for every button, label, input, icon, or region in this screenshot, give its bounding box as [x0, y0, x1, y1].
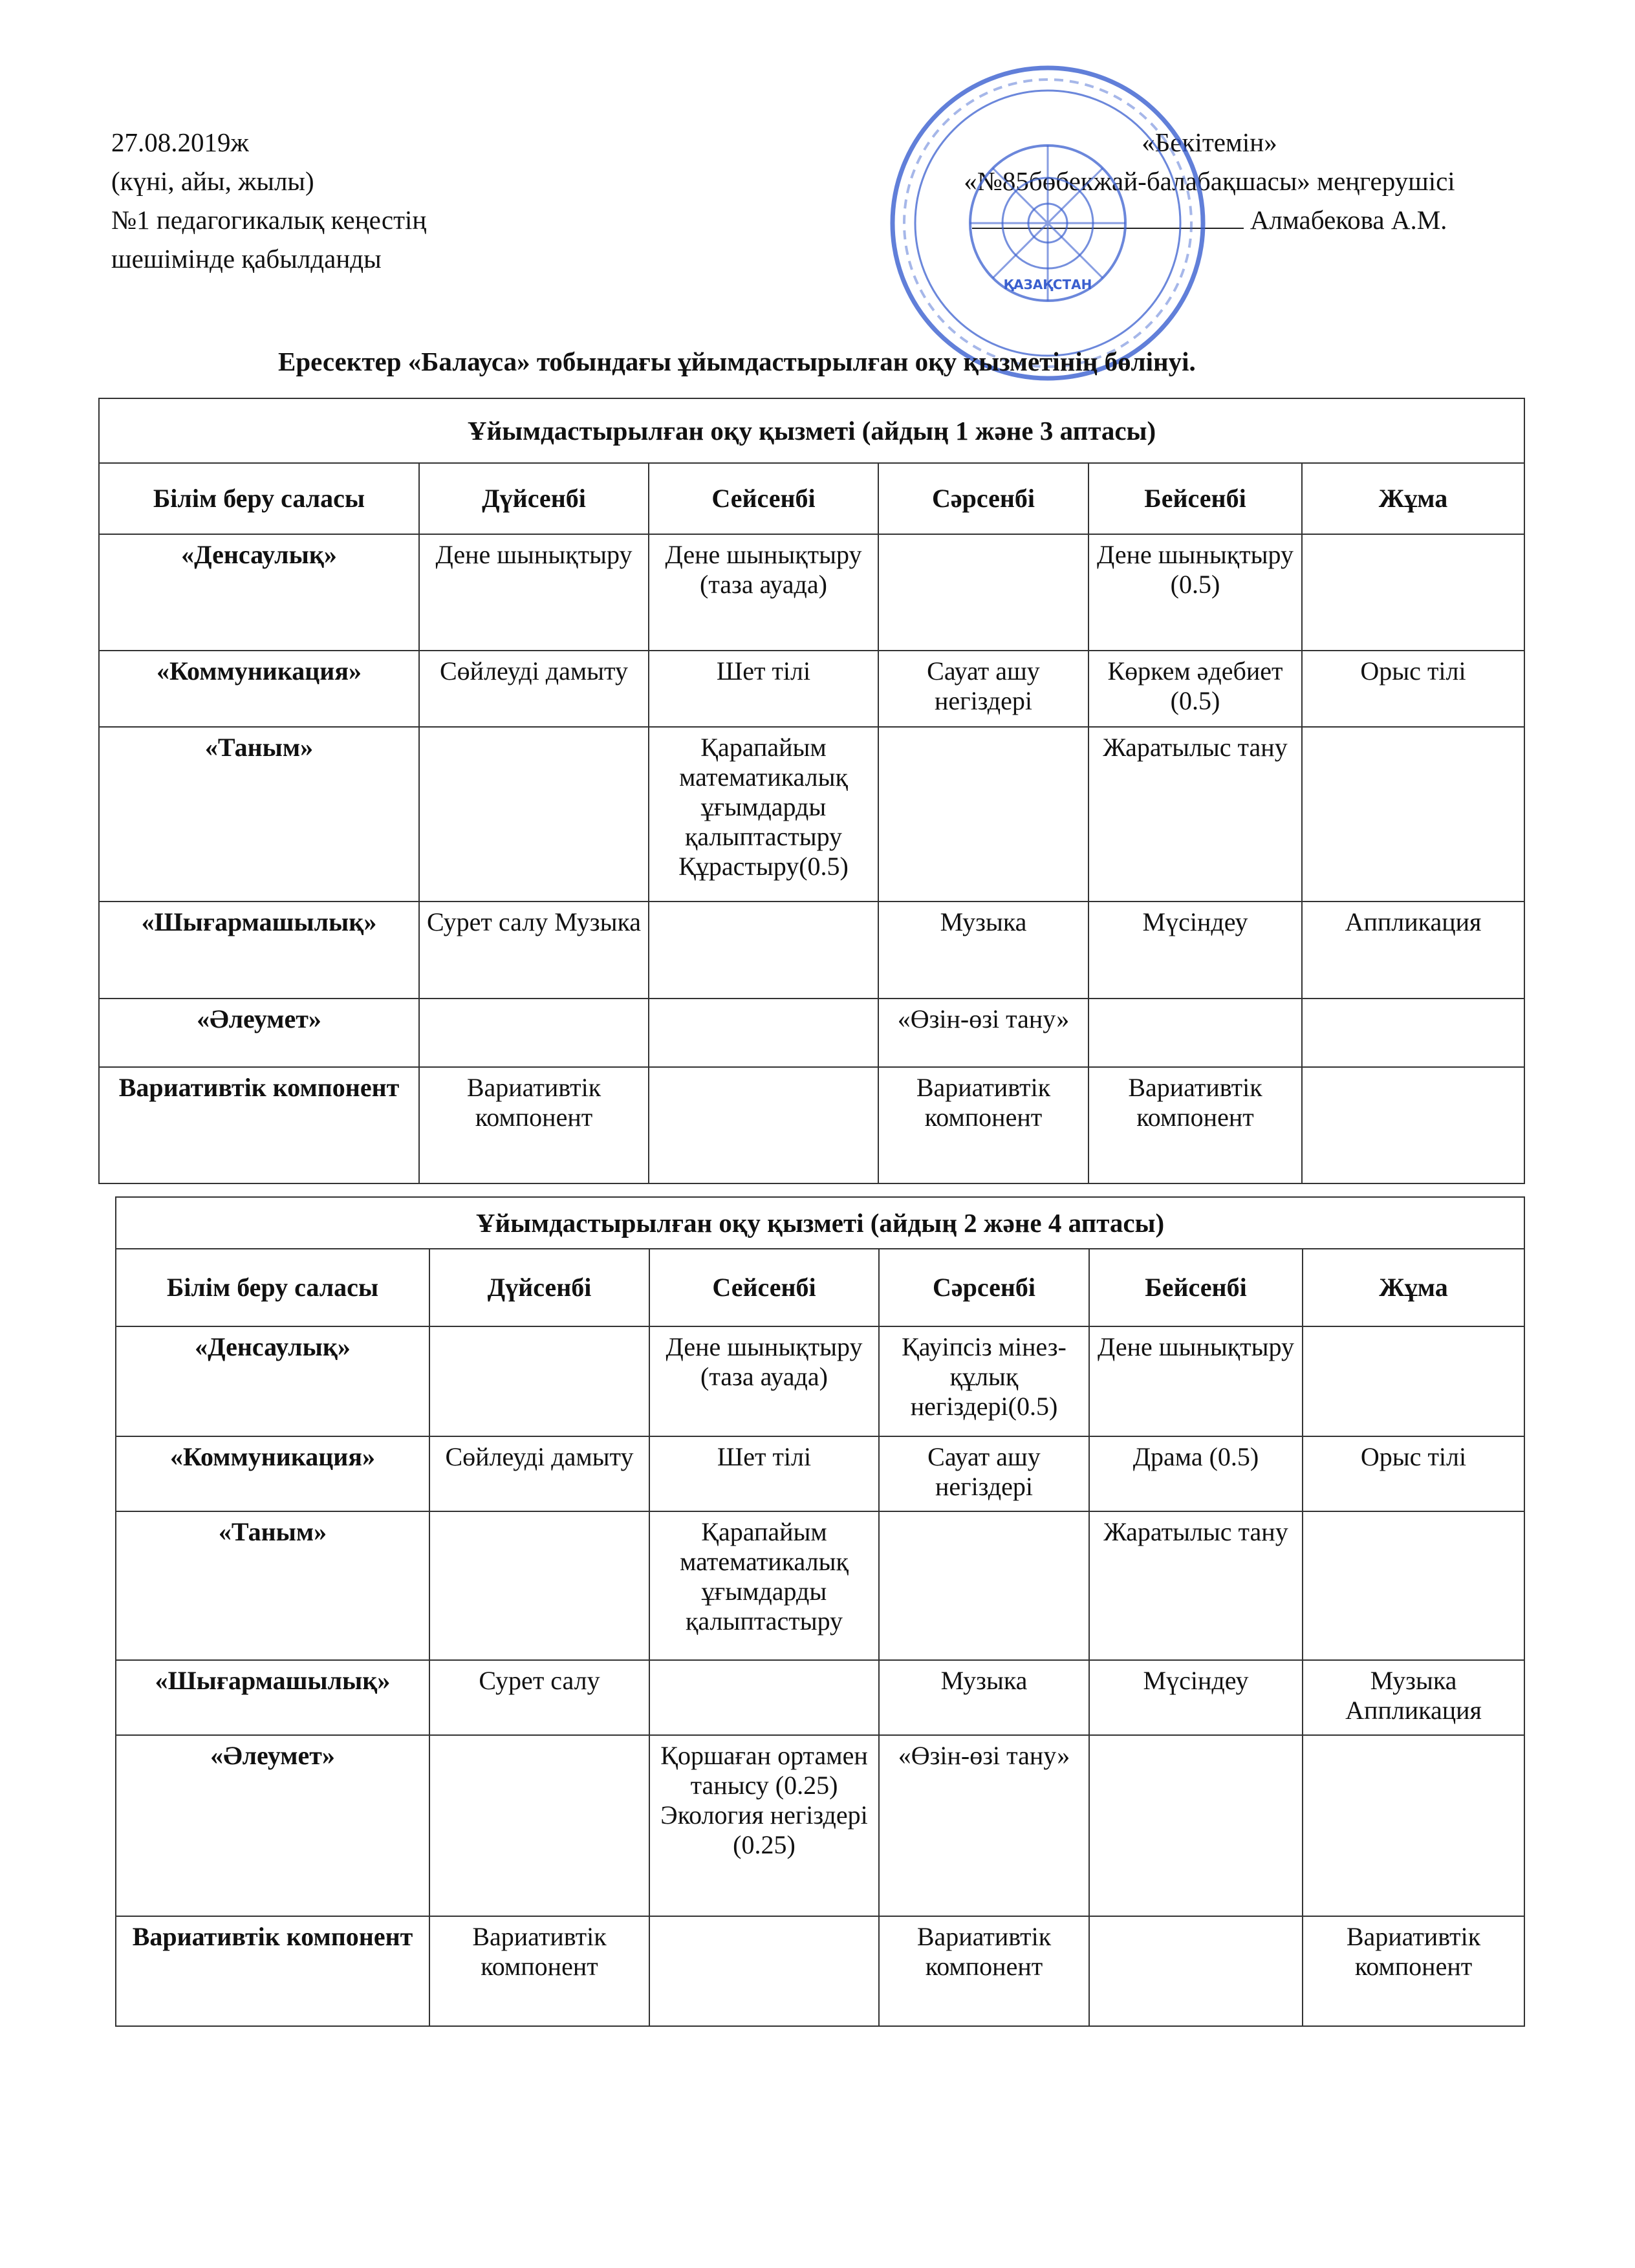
lesson-cell: Дене шынықтыру (0.5)	[1088, 534, 1302, 651]
schedule-table-weeks-2-4	[115, 1196, 1525, 2027]
subject-area-cell: «Шығармашылық»	[116, 1660, 429, 1735]
column-header: Білім беру саласы	[116, 1249, 429, 1326]
lesson-cell: Мүсіндеу	[1088, 902, 1302, 999]
table-caption-row	[99, 398, 1524, 463]
lesson-cell	[649, 1660, 879, 1735]
table-row	[116, 1735, 1524, 1916]
head-position: «№85бөбекжай-балабақшасы» меңгерушісі	[964, 166, 1455, 196]
lesson-cell	[1303, 1326, 1524, 1436]
table-caption: Ұйымдастырылған оқу қызметі (айдың 2 және 4 аптасы)	[116, 1197, 1524, 1249]
lesson-cell	[649, 1916, 879, 2026]
table-row	[99, 534, 1524, 651]
lesson-cell: Вариативтік компонент	[1088, 1067, 1302, 1183]
table-row	[99, 727, 1524, 902]
lesson-cell: Орыс тілі	[1303, 1436, 1524, 1511]
lesson-cell	[878, 727, 1088, 902]
lesson-cell	[419, 999, 649, 1067]
subject-area-cell: «Коммуникация»	[116, 1436, 429, 1511]
lesson-cell: Вариативтік компонент	[879, 1916, 1089, 2026]
subject-area-cell: «Таным»	[116, 1511, 429, 1660]
adopted-line: шешімінде қабылданды	[111, 244, 382, 274]
lesson-cell: Сурет салу Музыка	[419, 902, 649, 999]
lesson-cell: Сурет салу	[429, 1660, 649, 1735]
lesson-cell: Дене шынықтыру	[419, 534, 649, 651]
table-row	[116, 1326, 1524, 1436]
table-row	[116, 1916, 1524, 2026]
lesson-cell	[1302, 534, 1524, 651]
lesson-cell: Музыка Аппликация	[1303, 1660, 1524, 1735]
decision-date: 27.08.2019ж	[111, 127, 249, 157]
table-header-row	[99, 463, 1524, 534]
lesson-cell	[1303, 1511, 1524, 1660]
table-row	[99, 1067, 1524, 1183]
lesson-cell: «Өзін-өзі тану»	[878, 999, 1088, 1067]
subject-area-cell: Вариативтік компонент	[116, 1916, 429, 2026]
lesson-cell: Сөйлеуді дамыту	[429, 1436, 649, 1511]
lesson-cell: Көркем әдебиет (0.5)	[1088, 651, 1302, 727]
lesson-cell	[1302, 727, 1524, 902]
subject-area-cell: «Денсаулық»	[116, 1326, 429, 1436]
lesson-cell	[429, 1735, 649, 1916]
lesson-cell	[1089, 1916, 1303, 2026]
lesson-cell	[1303, 1735, 1524, 1916]
lesson-cell: Жаратылыс тану	[1088, 727, 1302, 902]
subject-area-cell: Вариативтік компонент	[99, 1067, 419, 1183]
lesson-cell: Вариативтік компонент	[419, 1067, 649, 1183]
lesson-cell	[419, 727, 649, 902]
lesson-cell: Музыка	[878, 902, 1088, 999]
lesson-cell	[1089, 1735, 1303, 1916]
lesson-cell: Дене шынықтыру (таза ауада)	[649, 534, 878, 651]
table-row	[116, 1511, 1524, 1660]
approval-info-left	[111, 123, 426, 278]
lesson-cell	[1088, 999, 1302, 1067]
table-caption: Ұйымдастырылған оқу қызметі (айдың 1 және 3 аптасы)	[99, 398, 1524, 463]
subject-area-cell: «Әлеумет»	[99, 999, 419, 1067]
column-header: Сәрсенбі	[879, 1249, 1089, 1326]
subject-area-cell: «Коммуникация»	[99, 651, 419, 727]
column-header: Жұма	[1302, 463, 1524, 534]
lesson-cell	[879, 1511, 1089, 1660]
lesson-cell: Сауат ашу негіздері	[879, 1436, 1089, 1511]
column-header: Сейсенбі	[649, 463, 878, 534]
schedule-body	[99, 398, 1524, 1183]
lesson-cell: Шет тілі	[649, 1436, 879, 1511]
column-header: Дүйсенбі	[429, 1249, 649, 1326]
subject-area-cell: «Таным»	[99, 727, 419, 902]
subject-area-cell: «Денсаулық»	[99, 534, 419, 651]
lesson-cell: Орыс тілі	[1302, 651, 1524, 727]
lesson-cell	[429, 1511, 649, 1660]
table-caption-row	[116, 1197, 1524, 1249]
subject-area-cell: «Әлеумет»	[116, 1735, 429, 1916]
lesson-cell	[1302, 1067, 1524, 1183]
lesson-cell	[649, 999, 878, 1067]
lesson-cell: Жаратылыс тану	[1089, 1511, 1303, 1660]
lesson-cell: Сауат ашу негіздері	[878, 651, 1088, 727]
column-header: Сейсенбі	[649, 1249, 879, 1326]
lesson-cell	[649, 1067, 878, 1183]
schedule-body	[116, 1197, 1524, 2026]
lesson-cell: Дене шынықтыру (таза ауада)	[649, 1326, 879, 1436]
lesson-cell	[429, 1326, 649, 1436]
lesson-cell: Аппликация	[1302, 902, 1524, 999]
column-header: Бейсенбі	[1089, 1249, 1303, 1326]
head-name: Алмабекова А.М.	[1250, 205, 1447, 235]
lesson-cell: Драма (0.5)	[1089, 1436, 1303, 1511]
column-header: Жұма	[1303, 1249, 1524, 1326]
lesson-cell	[1302, 999, 1524, 1067]
council-line: №1 педагогикалық кеңестің	[111, 205, 427, 235]
table-row	[116, 1660, 1524, 1735]
subject-area-cell: «Шығармашылық»	[99, 902, 419, 999]
lesson-cell: Музыка	[879, 1660, 1089, 1735]
lesson-cell: Шет тілі	[649, 651, 878, 727]
table-row	[99, 651, 1524, 727]
lesson-cell: «Өзін-өзі тану»	[879, 1735, 1089, 1916]
lesson-cell: Сөйлеуді дамыту	[419, 651, 649, 727]
column-header: Бейсенбі	[1088, 463, 1302, 534]
column-header: Дүйсенбі	[419, 463, 649, 534]
lesson-cell: Вариативтік компонент	[1303, 1916, 1524, 2026]
lesson-cell: Қауіпсіз мінез-құлық негіздері(0.5)	[879, 1326, 1089, 1436]
lesson-cell: Қоршаған ортамен танысу (0.25) Экология негіздері (0.25)	[649, 1735, 879, 1916]
table-row	[99, 902, 1524, 999]
table-row	[116, 1436, 1524, 1511]
lesson-cell: Қарапайым математикалық ұғымдарды қалыптастыру	[649, 1511, 879, 1660]
lesson-cell	[649, 902, 878, 999]
approve-label: «Бекітемін»	[1142, 127, 1277, 157]
official-seal-icon	[886, 61, 1209, 385]
schedule-table-weeks-1-3	[98, 398, 1525, 1184]
lesson-cell: Дене шынықтыру	[1089, 1326, 1303, 1436]
seal-text: ҚАЗАҚСТАН	[1003, 277, 1092, 292]
column-header: Сәрсенбі	[878, 463, 1088, 534]
table-header-row	[116, 1249, 1524, 1326]
lesson-cell: Қарапайым математикалық ұғымдарды қалыптастыру Құрастыру(0.5)	[649, 727, 878, 902]
lesson-cell: Вариативтік компонент	[429, 1916, 649, 2026]
column-header: Білім беру саласы	[99, 463, 419, 534]
table-row	[99, 999, 1524, 1067]
document-title: Ересектер «Балауса» тобындағы ұйымдастырылған оқу қызметінің бөлінуі.	[278, 347, 1196, 376]
date-caption: (күні, айы, жылы)	[111, 166, 314, 196]
lesson-cell: Мүсіндеу	[1089, 1660, 1303, 1735]
lesson-cell: Вариативтік компонент	[878, 1067, 1088, 1183]
lesson-cell	[878, 534, 1088, 651]
